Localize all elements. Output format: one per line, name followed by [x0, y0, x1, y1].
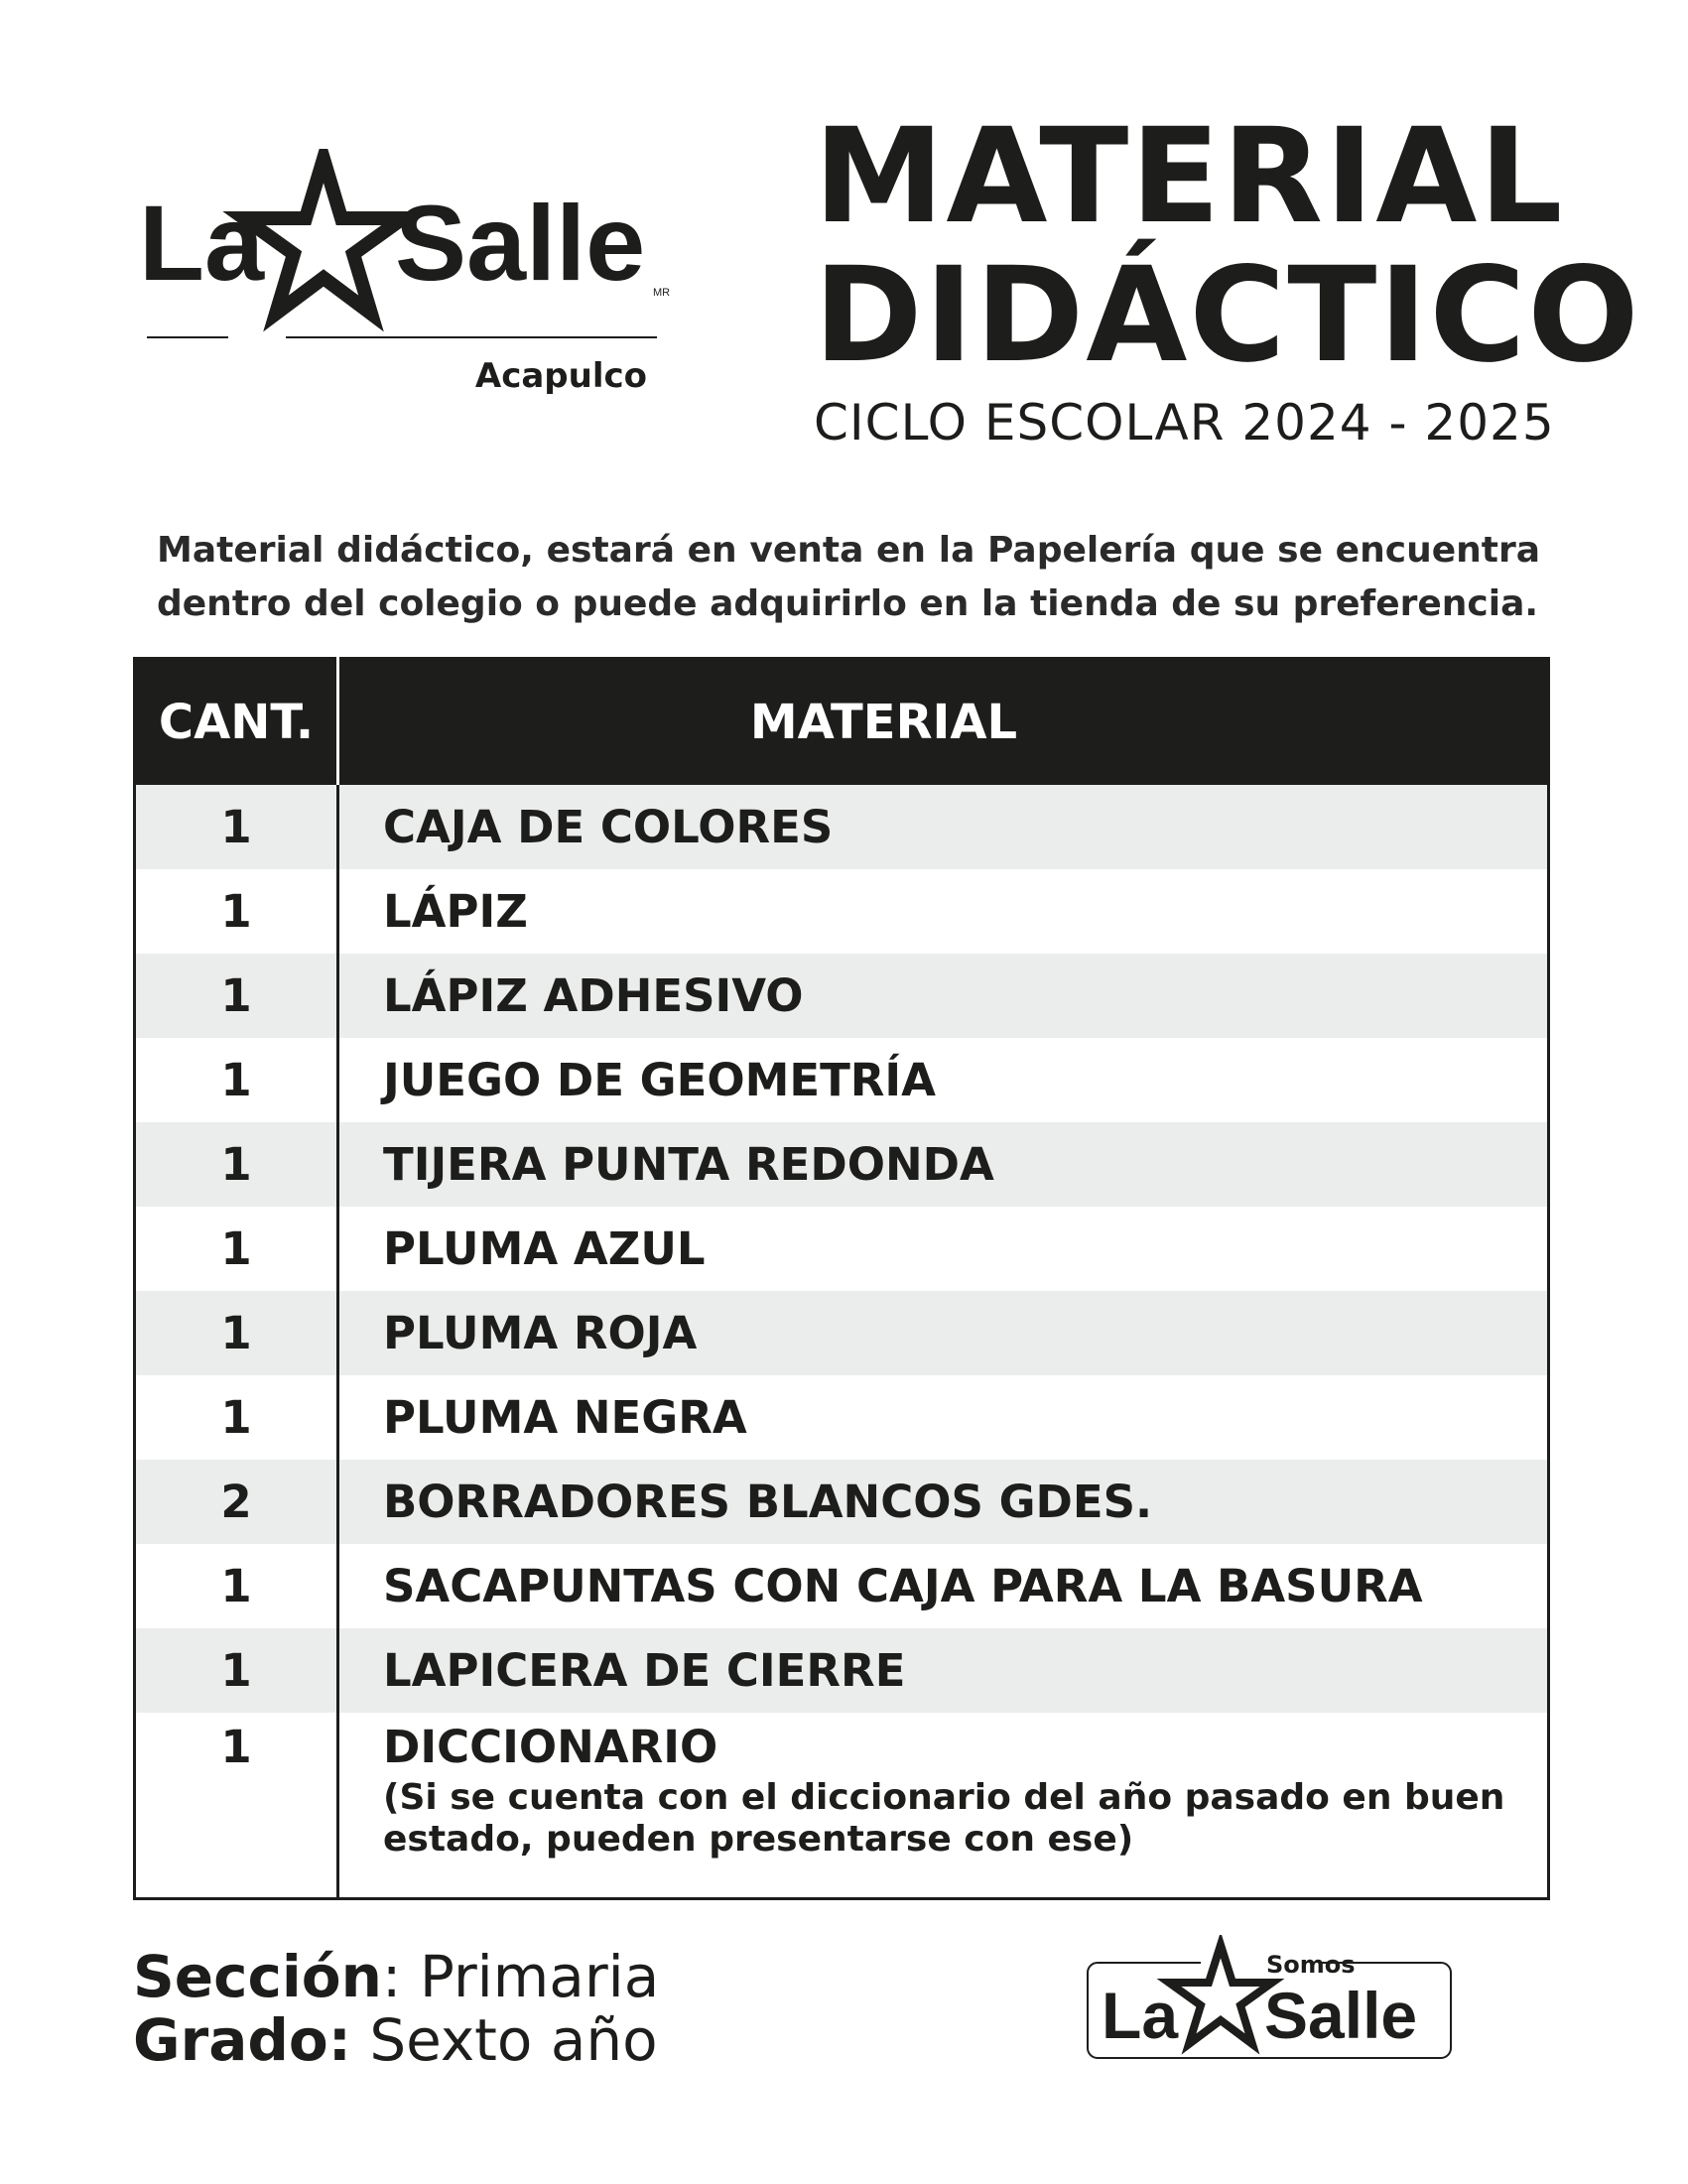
- col-qty-header: CANT.: [135, 659, 338, 786]
- materials-table: [133, 657, 1550, 1900]
- section-colon: :: [381, 1943, 420, 2010]
- row-material: LÁPIZ ADHESIVO: [338, 954, 1549, 1038]
- table-row: [135, 1038, 1549, 1122]
- page-title-line1: MATERIAL: [814, 100, 1565, 253]
- table-row: [135, 1122, 1549, 1207]
- row-qty: 1: [135, 1207, 338, 1291]
- row-material: JUEGO DE GEOMETRÍA: [383, 1054, 937, 1106]
- somos-la-salle-badge: [1082, 1935, 1459, 2074]
- row-qty: 1: [135, 1375, 338, 1460]
- intro-text: Material didáctico, estará en venta en la Papelería que se encuentra dentro del colegio o puede adquirirlo en la tienda de su preferencia.: [157, 530, 1540, 624]
- table-row: [135, 785, 1549, 869]
- row-qty: 1: [135, 1713, 338, 1899]
- logo-campus: Acapulco: [474, 356, 647, 396]
- row-material: LAPICERA DE CIERRE: [338, 1628, 1549, 1713]
- row-note: (Si se cuenta con el diccionario del año pasado en buen estado, pueden presentarse con ese): [383, 1777, 1505, 1860]
- table-row: [135, 954, 1549, 1038]
- row-material: SACAPUNTAS CON CAJA PARA LA BASURA: [383, 1560, 1423, 1612]
- section-label: Sección: [133, 1943, 382, 2010]
- row-qty: 1: [135, 1628, 338, 1713]
- section-line: [133, 1945, 659, 2008]
- table-row: [135, 1375, 1549, 1460]
- table-row: [135, 1460, 1549, 1544]
- row-qty: 1: [135, 1038, 338, 1122]
- la-salle-logo: [139, 149, 675, 397]
- row-material: CAJA DE COLORES: [338, 785, 1549, 869]
- table-row: [135, 1207, 1549, 1291]
- table-row: [135, 1544, 1549, 1628]
- page-title-line2: DIDÁCTICO: [814, 239, 1641, 392]
- section-value: Primaria: [419, 1943, 660, 2010]
- row-material: PLUMA AZUL: [383, 1222, 706, 1275]
- col-material-header: MATERIAL: [338, 659, 1549, 786]
- row-material: DICCIONARIO: [383, 1721, 718, 1773]
- row-qty: 1: [135, 1122, 338, 1207]
- row-qty: 2: [135, 1460, 338, 1544]
- footer-info: [133, 1945, 659, 2072]
- row-material: LÁPIZ: [383, 885, 528, 938]
- row-qty: 1: [135, 1544, 338, 1628]
- table-row: [135, 869, 1549, 954]
- row-qty: 1: [135, 869, 338, 954]
- grade-label: Grado:: [133, 2006, 351, 2074]
- row-material: TIJERA PUNTA REDONDA: [338, 1122, 1549, 1207]
- badge-top-text: Somos: [1266, 1951, 1356, 1979]
- badge-word-right: Salle: [1264, 1979, 1418, 2052]
- row-material: PLUMA ROJA: [338, 1291, 1549, 1375]
- logo-mark: MR: [653, 287, 671, 299]
- row-material-with-note: [338, 1713, 1549, 1899]
- row-qty: 1: [135, 954, 338, 1038]
- school-year: CICLO ESCOLAR 2024 - 2025: [814, 394, 1555, 451]
- logo-word-left: La: [139, 183, 265, 303]
- star-icon: [244, 159, 403, 314]
- row-qty: 1: [135, 785, 338, 869]
- logo-word-right: Salle: [395, 183, 646, 303]
- grade-line: [133, 2008, 659, 2072]
- row-qty: 1: [135, 1291, 338, 1375]
- row-material: BORRADORES BLANCOS GDES.: [338, 1460, 1549, 1544]
- badge-word-left: La: [1102, 1979, 1179, 2052]
- table-row: [135, 1291, 1549, 1375]
- title-block: [814, 100, 1641, 452]
- table-header: [135, 659, 1549, 786]
- table-row: [135, 1713, 1549, 1899]
- row-material: PLUMA NEGRA: [383, 1391, 747, 1444]
- table-row: [135, 1628, 1549, 1713]
- grade-value: Sexto año: [369, 2006, 658, 2074]
